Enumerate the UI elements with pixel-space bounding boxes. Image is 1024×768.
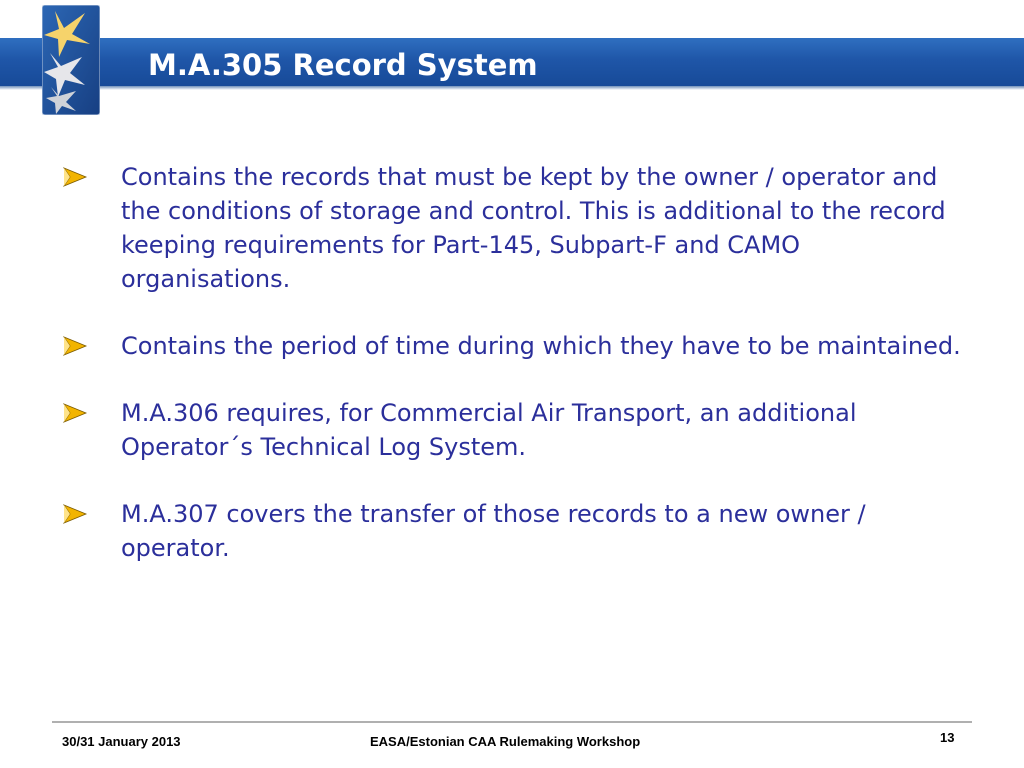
bullet-text-3: M.A.306 requires, for Commercial Air Transport, an additional Operator´s Technical Log System.: [121, 399, 857, 461]
footer-date: 30/31 January 2013: [62, 734, 181, 749]
bullet-text-2: Contains the period of time during which they have to be maintained.: [121, 332, 961, 360]
arrow-bullet-icon: [62, 166, 88, 188]
easa-star-logo: [42, 5, 100, 115]
footer-event-title: EASA/Estonian CAA Rulemaking Workshop: [370, 734, 641, 749]
bullet-text-4: M.A.307 covers the transfer of those records to a new owner / operator.: [121, 500, 866, 562]
bullet-item-2: [62, 329, 962, 363]
footer-divider: [52, 721, 972, 723]
arrow-bullet-icon: [62, 402, 88, 424]
bullet-item-1: [62, 160, 962, 296]
bullet-text-1: Contains the records that must be kept by the owner / operator and the conditions of storage and control. This is additional to the record keeping requirements for Part-145, Subpart-F and CAMO organisations.: [121, 163, 946, 293]
bullet-list: [62, 160, 962, 598]
title-band-shadow: [0, 86, 1024, 90]
bullet-item-3: [62, 396, 962, 464]
bullet-item-4: [62, 497, 962, 565]
arrow-bullet-icon: [62, 335, 88, 357]
page-number: 13: [940, 730, 955, 745]
arrow-bullet-icon: [62, 503, 88, 525]
slide-title: M.A.305 Record System: [148, 48, 538, 82]
